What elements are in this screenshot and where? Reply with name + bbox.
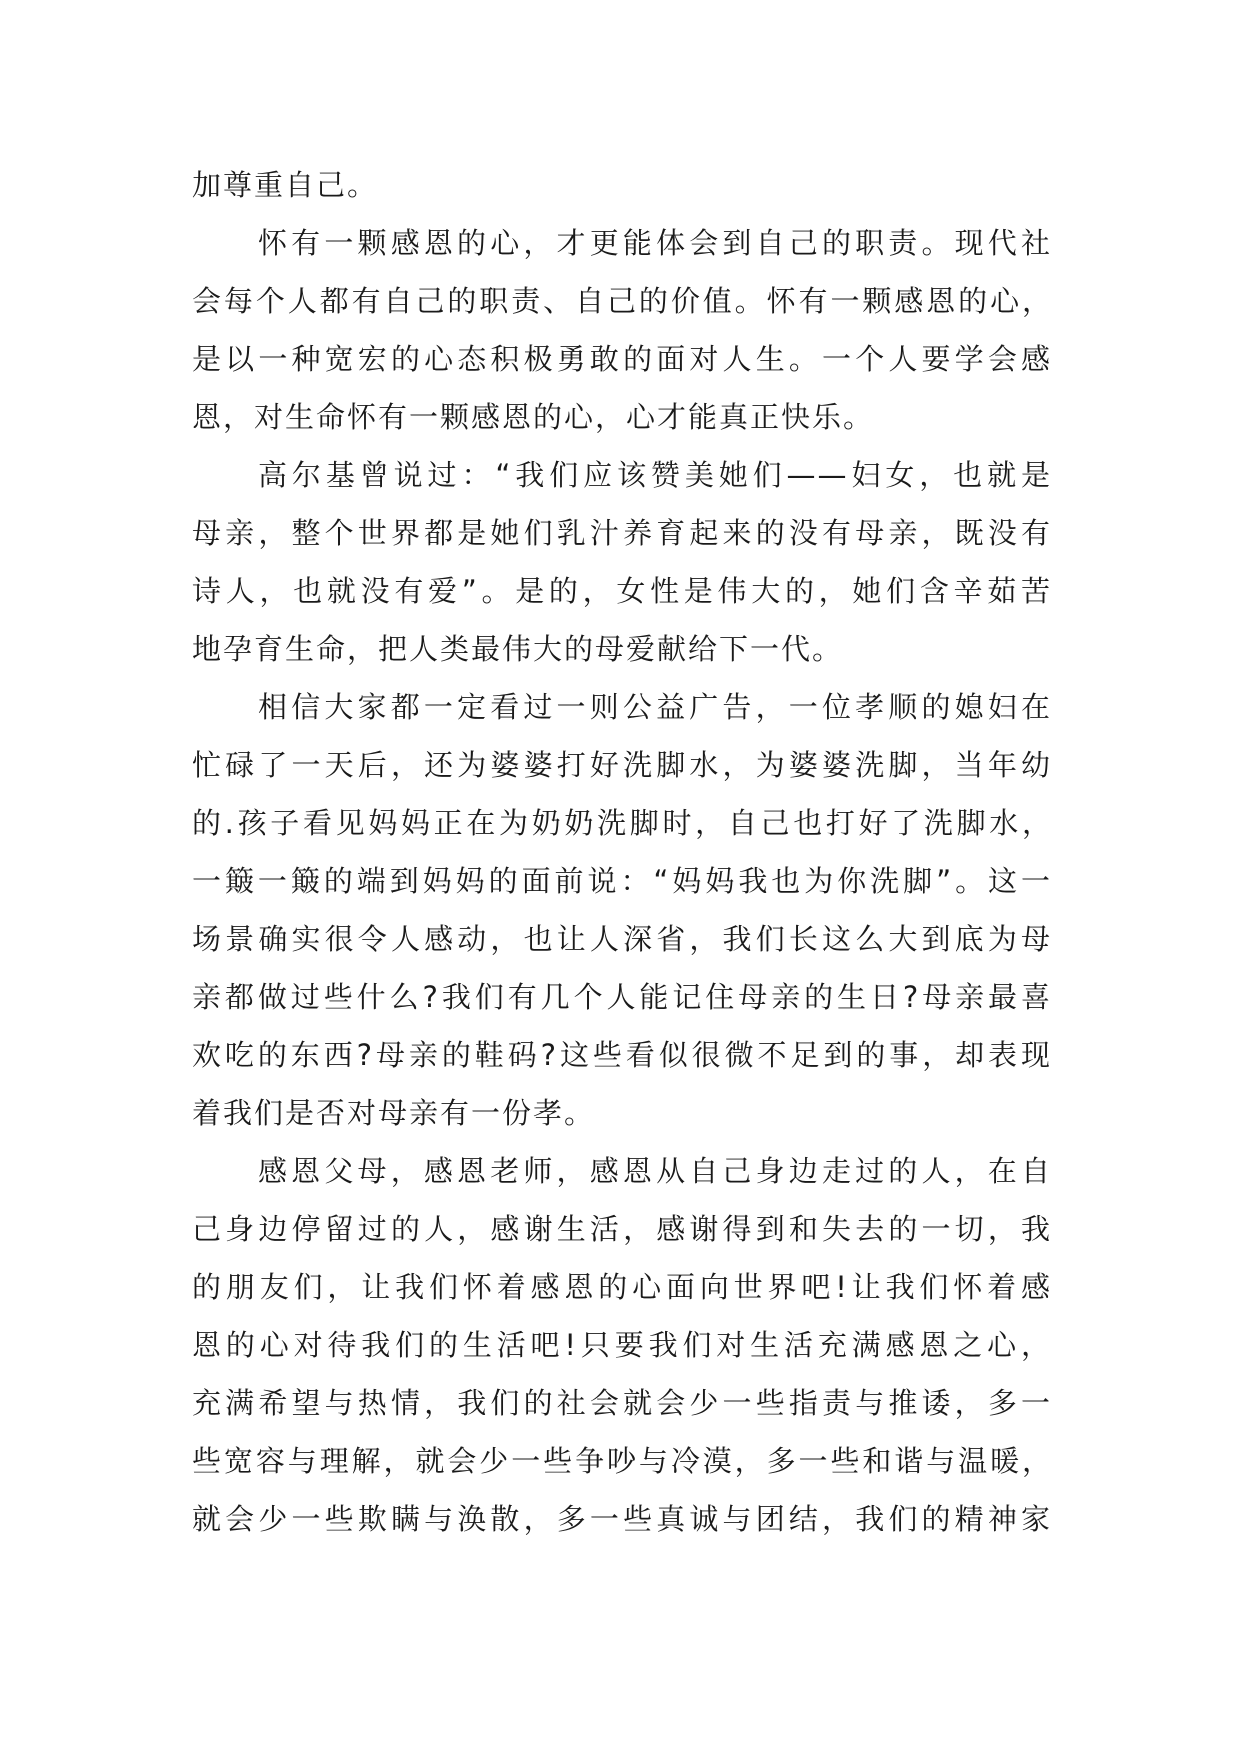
text-line: 就会少一些欺瞒与涣散，多一些真诚与团结，我们的精神家 bbox=[192, 1502, 1052, 1536]
paragraph-first-line: 相信大家都一定看过一则公益广告，一位孝顺的媳妇在 bbox=[258, 690, 1052, 724]
text-line: 场景确实很令人感动，也让人深省，我们长这么大到底为母 bbox=[192, 922, 1052, 956]
text-line: 欢吃的东西?母亲的鞋码?这些看似很微不足到的事，却表现 bbox=[192, 1038, 1052, 1072]
text-line: 的.孩子看见妈妈正在为奶奶洗脚时，自己也打好了洗脚水， bbox=[192, 806, 1052, 840]
text-line: 恩的心对待我们的生活吧!只要我们对生活充满感恩之心， bbox=[192, 1328, 1052, 1362]
text-line: 的朋友们，让我们怀着感恩的心面向世界吧!让我们怀着感 bbox=[192, 1270, 1052, 1304]
text-line: 地孕育生命，把人类最伟大的母爱献给下一代。 bbox=[192, 632, 844, 666]
text-line: 己身边停留过的人，感谢生活，感谢得到和失去的一切，我 bbox=[192, 1212, 1052, 1246]
text-line: 是以一种宽宏的心态积极勇敢的面对人生。一个人要学会感 bbox=[192, 342, 1052, 376]
paragraph-first-line: 感恩父母，感恩老师，感恩从自己身边走过的人，在自 bbox=[258, 1154, 1052, 1188]
text-line: 着我们是否对母亲有一份孝。 bbox=[192, 1096, 596, 1130]
text-line: 充满希望与热情，我们的社会就会少一些指责与推诿，多一 bbox=[192, 1386, 1052, 1420]
text-line: 亲都做过些什么?我们有几个人能记住母亲的生日?母亲最喜 bbox=[192, 980, 1052, 1014]
paragraph-first-line: 高尔基曾说过：“我们应该赞美她们——妇女，也就是 bbox=[258, 458, 1052, 492]
text-line: 母亲，整个世界都是她们乳汁养育起来的没有母亲，既没有 bbox=[192, 516, 1052, 550]
text-line: 些宽容与理解，就会少一些争吵与冷漠，多一些和谐与温暖， bbox=[192, 1444, 1052, 1478]
text-line: 诗人，也就没有爱”。是的，女性是伟大的，她们含辛茹苦 bbox=[192, 574, 1052, 608]
text-line: 一簸一簸的端到妈妈的面前说：“妈妈我也为你洗脚”。这一 bbox=[192, 864, 1052, 898]
text-line: 加尊重自己。 bbox=[192, 168, 379, 202]
paragraph-first-line: 怀有一颗感恩的心，才更能体会到自己的职责。现代社 bbox=[258, 226, 1052, 260]
text-line: 忙碌了一天后，还为婆婆打好洗脚水，为婆婆洗脚，当年幼 bbox=[192, 748, 1052, 782]
text-line: 恩，对生命怀有一颗感恩的心，心才能真正快乐。 bbox=[192, 400, 875, 434]
text-line: 会每个人都有自己的职责、自己的价值。怀有一颗感恩的心， bbox=[192, 284, 1052, 318]
body-text bbox=[192, 156, 1052, 1548]
